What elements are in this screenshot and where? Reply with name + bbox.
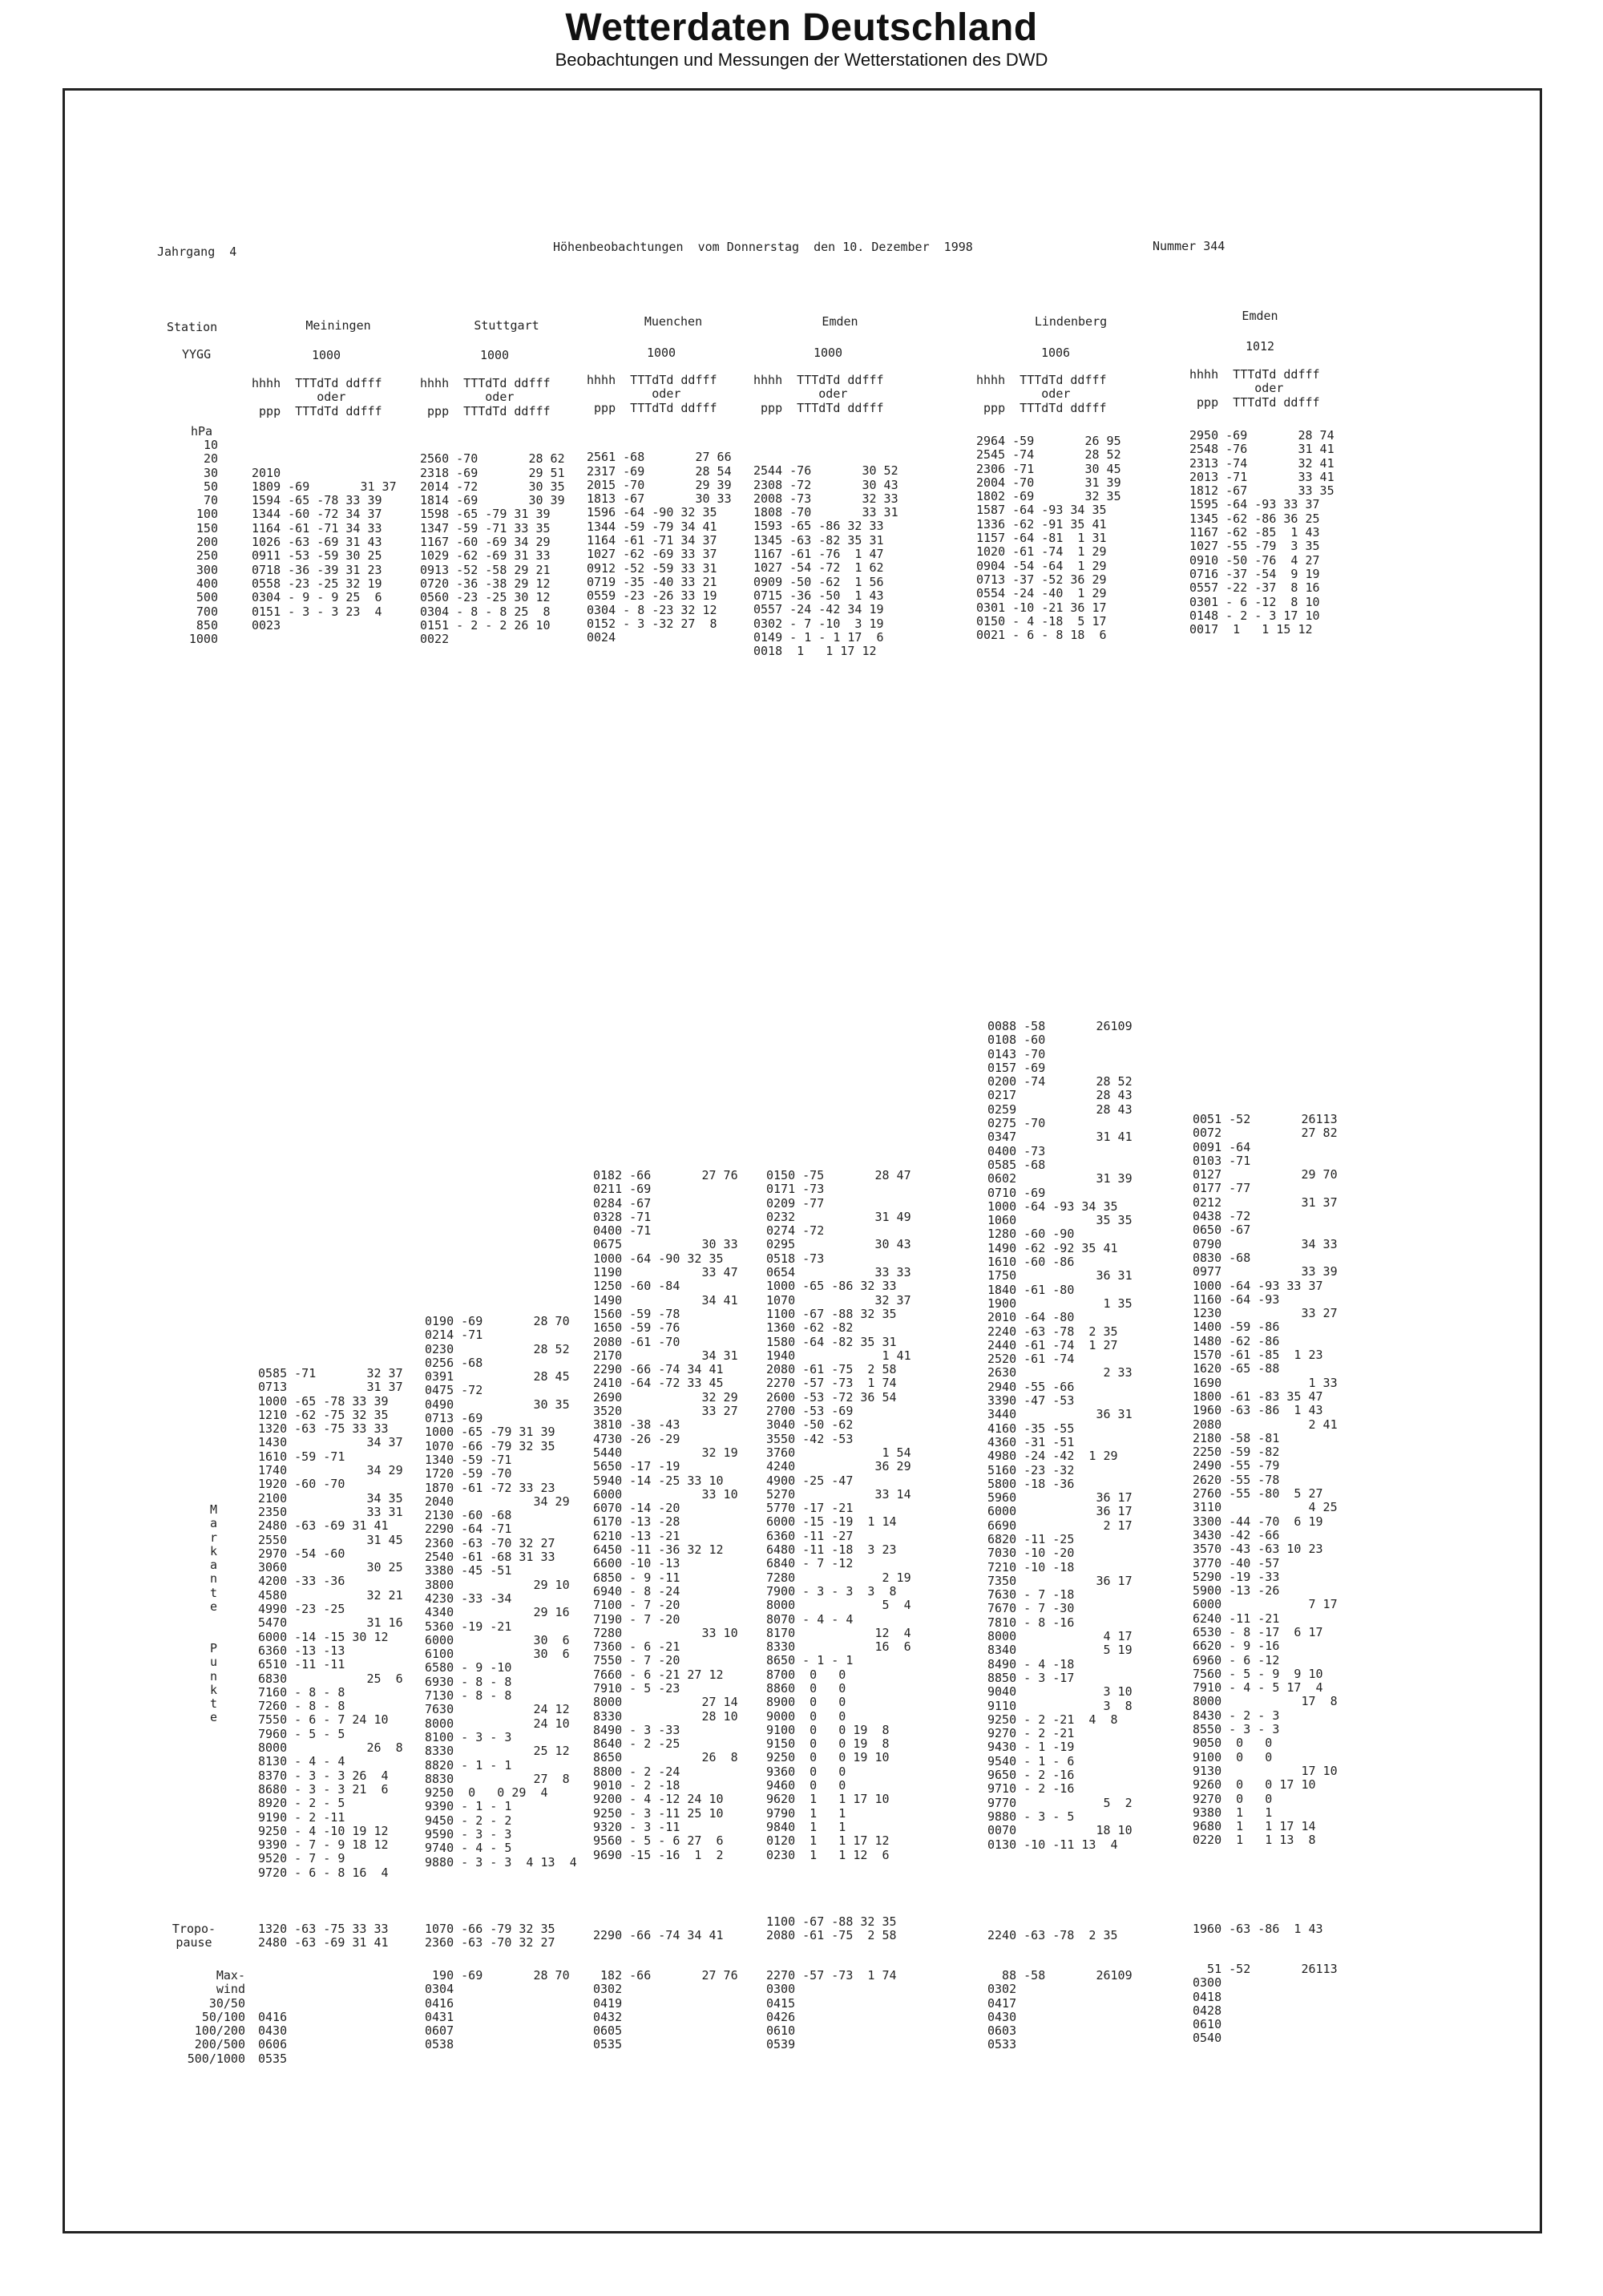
tropopause-data: 2240 -63 -78 2 35 [987, 1928, 1118, 1942]
masthead-subtitle: Beobachtungen und Messungen der Wetterstationen des DWD [555, 50, 1048, 70]
masthead-title: Wetterdaten Deutschland [565, 6, 1038, 49]
column-header: hhhh TTTdTd ddfff oder ppp TTTdTd ddfff [587, 373, 717, 415]
standard-levels-data: 2560 -70 28 62 2318 -69 29 51 2014 -72 30 35 1814 -69 30 39 1598 -65 -79 31 39 1347 -59 -71 33 35 1167 -60 -69 34 29 1029 -62 -69 31 33 0913 -52 -58 29 21 0720 -36 -38 29 12 0560 -23 -25 30 12 0304 - 8 - 8 25 8 0151 - 2 - 2 26 10 0022 [420, 451, 565, 647]
maxwind-data: 88 -58 26109 0302 0417 0430 0603 0533 [987, 1968, 1133, 2052]
pressure-levels: 10 20 30 50 70 100 150 200 250 300 400 500 700 850 1000 [188, 438, 218, 647]
maxwind-data: 182 -66 27 76 0302 0419 0432 0605 0535 [593, 1968, 738, 2052]
station-name: Emden [1242, 309, 1278, 323]
tropopause-data: 1100 -67 -88 32 35 2080 -61 -75 2 58 [766, 1914, 897, 1943]
standard-levels-data: 2950 -69 28 74 2548 -76 31 41 2313 -74 32 41 2013 -71 33 41 1812 -67 33 35 1595 -64 -93 33 37 1345 -62 -86 36 25 1167 -62 -85 1 43 1027 -55 -79 3 35 0910 -50 -76 4 27 0716 -37 -54 9 19 0557 -22 -37 8 16 0301 - 6 -12 8 10 0148 - 2 - 3 17 10 0017 1 1 15 12 [1189, 428, 1334, 637]
markante-punkte-data: 0088 -58 26109 0108 -60 0143 -70 0157 -69 0200 -74 28 52 0217 28 43 0259 28 43 0275 -70 0347 31 41 0400 -73 0585 -68 0602 31 39 0710 -69 1000 -64 -93 34 35 1060 35 35 1280 -60 -90 1490 -62 -92 35 41 1610 -60 -86 1750 36 31 1840 -61 -80 1900 1 35 2010 -64 -80 2240 -63 -78 2 35 2440 -61 -74 1 27 2520 -61 -74 2630 2 33 2940 -55 -66 3390 -47 -53 3440 36 31 4160 -35 -55 4360 -31 -51 4980 -24 -42 1 29 5160 -23 -32 5800 -18 -36 5960 36 17 6000 36 17 6690 2 17 6820 -11 -25 7030 -10 -20 7210 -10 -18 7350 36 17 7630 - 7 -18 7670 - 7 -30 7810 - 8 -16 8000 4 17 8340 5 19 8490 - 4 -18 8850 - 3 -17 9040 3 10 9110 3 8 9250 - 2 -21 4 8 9270 - 2 -21 9430 - 1 -19 9540 - 1 - 6 9650 - 2 -16 9710 - 2 -16 9770 5 2 9880 - 3 - 5 0070 18 10 0130 -10 -11 13 4 [987, 1019, 1133, 1852]
column-header: hhhh TTTdTd ddfff oder ppp TTTdTd ddfff [976, 373, 1107, 415]
tropopause-data: 1320 -63 -75 33 33 2480 -63 -69 31 41 [258, 1922, 389, 1950]
maxwind-data: 190 -69 28 70 0304 0416 0431 0607 0538 [425, 1968, 570, 2052]
masthead [0, 6, 1603, 71]
page-title: Höhenbeobachtungen vom Donnerstag den 10. Dezember 1998 [553, 240, 973, 254]
issue-number: Nummer 344 [1153, 239, 1225, 253]
station-name: Muenchen [644, 314, 703, 329]
tropopause-label: Tropo- pause [172, 1922, 216, 1950]
tropopause-data: 1960 -63 -86 1 43 [1193, 1922, 1323, 1936]
markante-punkte-data: 0150 -75 28 47 0171 -73 0209 -77 0232 31 49 0274 -72 0295 30 43 0518 -73 0654 33 33 1000 -65 -86 32 33 1070 32 37 1100 -67 -88 32 35 1360 -62 -82 1580 -64 -82 35 31 1940 1 41 2080 -61 -75 2 58 2270 -57 -73 1 74 2600 -53 -72 36 54 2700 -53 -69 3040 -50 -62 3550 -42 -53 3760 1 54 4240 36 29 4900 -25 -47 5270 33 14 5770 -17 -21 6000 -15 -19 1 14 6360 -11 -27 6480 -11 -18 3 23 6840 - 7 -12 7280 2 19 7900 - 3 - 3 3 8 8000 5 4 8070 - 4 - 4 8170 12 4 8330 16 6 8650 - 1 - 1 8700 0 0 8860 0 0 8900 0 0 9000 0 0 9100 0 0 19 8 9150 0 0 19 8 9250 0 0 19 10 9360 0 0 9460 0 0 9620 1 1 17 10 9790 1 1 9840 1 1 0120 1 1 17 12 0230 1 1 12 6 [766, 1168, 911, 1862]
standard-levels-data: 2544 -76 30 52 2308 -72 30 43 2008 -73 32 33 1808 -70 33 31 1593 -65 -86 32 33 1345 -63 -82 35 31 1167 -61 -76 1 47 1027 -54 -72 1 62 0909 -50 -62 1 56 0715 -36 -50 1 43 0557 -24 -42 34 19 0302 - 7 -10 3 19 0149 - 1 - 1 17 6 0018 1 1 17 12 [753, 463, 898, 659]
hpa-label: hPa [191, 424, 213, 439]
column-header: hhhh TTTdTd ddfff oder ppp TTTdTd ddfff [420, 376, 551, 418]
station-yygg: 1000 [646, 346, 676, 360]
station-yygg: 1000 [311, 348, 341, 362]
maxwind-label: Max- wind 30/50 50/100 100/200 200/500 500/1000 [187, 1968, 245, 2066]
tropopause-data: 1070 -66 -79 32 35 2360 -63 -70 32 27 [425, 1922, 555, 1950]
station-yygg: 1006 [1040, 346, 1071, 360]
standard-levels-data: 2561 -68 27 66 2317 -69 28 54 2015 -70 29 39 1813 -67 30 33 1596 -64 -90 32 35 1344 -59 -79 34 41 1164 -61 -71 34 37 1027 -62 -69 33 37 0912 -52 -59 33 31 0719 -35 -40 33 21 0559 -23 -26 33 19 0304 - 8 -23 32 12 0152 - 3 -32 27 8 0024 [587, 450, 732, 645]
markante-punkte-data: 0051 -52 26113 0072 27 82 0091 -64 0103 -71 0127 29 70 0177 -77 0212 31 37 0438 -72 0650 -67 0790 34 33 0830 -68 0977 33 39 1000 -64 -93 33 37 1160 -64 -93 1230 33 27 1400 -59 -86 1480 -62 -86 1570 -61 -85 1 23 1620 -65 -88 1690 1 33 1800 -61 -83 35 47 1960 -63 -86 1 43 2080 2 41 2180 -58 -81 2250 -59 -82 2490 -55 -79 2620 -55 -78 2760 -55 -80 5 27 3110 4 25 3300 -44 -70 6 19 3430 -42 -66 3570 -43 -63 10 23 3770 -40 -57 5290 -19 -33 5900 -13 -26 6000 7 17 6240 -11 -21 6530 - 8 -17 6 17 6620 - 9 -16 6960 - 6 -12 7560 - 5 - 9 9 10 7910 - 4 - 5 17 4 8000 17 8 8430 - 2 - 3 8550 - 3 - 3 9050 0 0 9100 0 0 9130 17 10 9260 0 0 17 10 9270 0 0 9380 1 1 9680 1 1 17 14 0220 1 1 13 8 [1193, 1112, 1338, 1848]
markante-punkte-data: 0585 -71 32 37 0713 31 37 1000 -65 -78 33 39 1210 -62 -75 32 35 1320 -63 -75 33 33 1430 34 37 1610 -59 -71 1740 34 29 1920 -60 -70 2100 34 35 2350 33 31 2480 -63 -69 31 41 2550 31 45 2970 -54 -60 3060 30 25 4200 -33 -36 4580 32 21 4990 -23 -25 5470 31 16 6000 -14 -15 30 12 6360 -13 -13 6510 -11 -11 6830 25 6 7160 - 8 - 8 7260 - 8 - 8 7550 - 6 - 7 24 10 7960 - 5 - 5 8000 26 8 8130 - 4 - 4 8370 - 3 - 3 26 4 8680 - 3 - 3 21 6 8920 - 2 - 5 9190 - 2 -11 9250 - 4 -10 19 12 9390 - 7 - 9 18 12 9520 - 7 - 9 9720 - 6 - 8 16 4 [258, 1366, 403, 1880]
station-yygg: 1000 [479, 348, 510, 362]
maxwind-data: 51 -52 26113 0300 0418 0428 0610 0540 [1193, 1962, 1338, 2046]
station-name: Emden [822, 314, 858, 329]
column-header: hhhh TTTdTd ddfff oder ppp TTTdTd ddfff [1189, 367, 1320, 410]
station-label: Station [167, 320, 218, 334]
yygg-label: YYGG [182, 347, 212, 362]
station-yygg: 1000 [813, 346, 843, 360]
maxwind-data: 2270 -57 -73 1 74 0300 0415 0426 0610 0539 [766, 1968, 897, 2052]
column-header: hhhh TTTdTd ddfff oder ppp TTTdTd ddfff [753, 373, 884, 415]
jahrgang-label: Jahrgang 4 [157, 245, 237, 259]
standard-levels-data: 2964 -59 26 95 2545 -74 28 52 2306 -71 30 45 2004 -70 31 39 1802 -69 32 35 1587 -64 -93 34 35 1336 -62 -91 35 41 1157 -64 -81 1 31 1020 -61 -74 1 29 0904 -54 -64 1 29 0713 -37 -52 36 29 0554 -24 -40 1 29 0301 -10 -21 36 17 0150 - 4 -18 5 17 0021 - 6 - 8 18 6 [976, 434, 1121, 643]
maxwind-data: 0416 0430 0606 0535 [258, 2009, 288, 2066]
station-name: Meiningen [305, 318, 371, 333]
station-name: Lindenberg [1034, 314, 1108, 329]
markante-punkte-data: 0190 -69 28 70 0214 -71 0230 28 52 0256 -68 0391 28 45 0475 -72 0490 30 35 0713 -69 1000 -65 -79 31 39 1070 -66 -79 32 35 1340 -59 -71 1720 -59 -70 1870 -61 -72 33 23 2040 34 29 2130 -60 -68 2290 -64 -71 2360 -63 -70 32 27 2540 -61 -68 31 33 3380 -45 -51 3800 29 10 4230 -33 -34 4340 29 16 5360 -19 -21 6000 30 6 6100 30 6 6580 - 9 -10 6930 - 8 - 8 7130 - 8 - 8 7630 24 12 8000 24 10 8100 - 3 - 3 8330 25 12 8820 - 1 - 1 8830 27 8 9250 0 0 29 4 9390 - 1 - 1 9450 - 2 - 2 9590 - 3 - 3 9740 - 4 - 5 9880 - 3 - 3 4 13 4 [425, 1314, 577, 1870]
markante-punkte-label: M a r k a n t e P u n k t e [210, 1502, 218, 1725]
standard-levels-data: 2010 1809 -69 31 37 1594 -65 -78 33 39 1344 -60 -72 34 37 1164 -61 -71 34 33 1026 -63 -69 31 43 0911 -53 -59 30 25 0718 -36 -39 31 23 0558 -23 -25 32 19 0304 - 9 - 9 25 6 0151 - 3 - 3 23 4 0023 [252, 465, 397, 633]
column-header: hhhh TTTdTd ddfff oder ppp TTTdTd ddfff [252, 376, 382, 418]
station-name: Stuttgart [474, 318, 539, 333]
tropopause-data: 2290 -66 -74 34 41 [593, 1928, 724, 1942]
station-yygg: 1012 [1245, 339, 1275, 354]
markante-punkte-data: 0182 -66 27 76 0211 -69 0284 -67 0328 -71 0400 -71 0675 30 33 1000 -64 -90 32 35 1190 33 47 1250 -60 -84 1490 34 41 1560 -59 -78 1650 -59 -76 2080 -61 -70 2170 34 31 2290 -66 -74 34 41 2410 -64 -72 33 45 2690 32 29 3520 33 27 3810 -38 -43 4730 -26 -29 5440 32 19 5650 -17 -19 5940 -14 -25 33 10 6000 33 10 6070 -14 -20 6170 -13 -28 6210 -13 -21 6450 -11 -36 32 12 6600 -10 -13 6850 - 9 -11 6940 - 8 -24 7100 - 7 -20 7190 - 7 -20 7280 33 10 7360 - 6 -21 7550 - 7 -20 7660 - 6 -21 27 12 7910 - 5 -23 8000 27 14 8330 28 10 8490 - 3 -33 8640 - 2 -25 8650 26 8 8800 - 2 -24 9010 - 2 -18 9200 - 4 -12 24 10 9250 - 3 -11 25 10 9320 - 3 -11 9560 - 5 - 6 27 6 9690 -15 -16 1 2 [593, 1168, 738, 1862]
